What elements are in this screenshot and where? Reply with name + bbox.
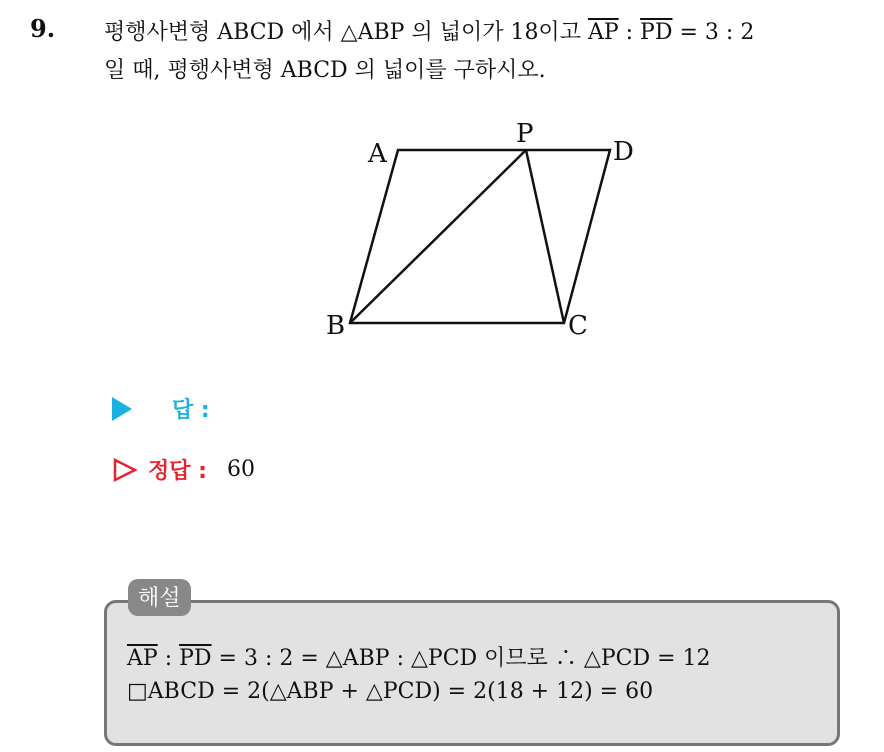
label-d: D (613, 137, 634, 167)
explanation-tab: 해설 (128, 579, 191, 616)
answer-label: 답 : (172, 398, 210, 423)
label-p: P (516, 119, 534, 149)
solution-value: 60 (226, 457, 255, 482)
explanation-box (104, 600, 840, 746)
question-text (104, 14, 874, 90)
segment-pd: $\overline{PD}$ (640, 20, 673, 45)
explanation-line-1 (127, 641, 711, 672)
question-text-part: 평행사변형 ABCD 에서 △ABP 의 넓이가 18이고 (104, 20, 588, 45)
solution-row (112, 454, 255, 485)
segment-ap: $\overline{AP}$ (587, 20, 619, 45)
exp-segment-pd: $\overline{PD}$ (179, 646, 212, 671)
figure-lines (350, 150, 610, 323)
question-line-1 (104, 14, 874, 52)
segment-pc (526, 150, 564, 323)
play-triangle-icon (112, 397, 132, 421)
ratio-colon: : (618, 20, 641, 45)
parallelogram-abcd (350, 150, 610, 323)
label-c: C (568, 311, 588, 341)
outline-triangle-icon (112, 457, 138, 483)
exp-segment-ap: $\overline{AP}$ (127, 646, 158, 671)
label-b: B (326, 311, 346, 341)
question-line-2: 일 때, 평행사변형 ABCD 의 넓이를 구하시오. (104, 58, 546, 83)
exp-line-1-rest: = 3 : 2 = △ABP : △PCD 이므로 ∴ △PCD = 12 (211, 646, 711, 671)
question-number: 9. (30, 14, 56, 43)
explanation-line-2: □ABCD = 2(△ABP + △PCD) = 2(18 + 12) = 60 (127, 679, 654, 704)
solution-label: 정답 : (148, 459, 207, 484)
parallelogram-figure (300, 110, 640, 350)
label-a: A (368, 139, 387, 169)
segment-bp (350, 150, 526, 323)
answer-row (112, 393, 210, 424)
ratio-value: = 3 : 2 (672, 20, 755, 45)
exp-colon: : (157, 646, 180, 671)
